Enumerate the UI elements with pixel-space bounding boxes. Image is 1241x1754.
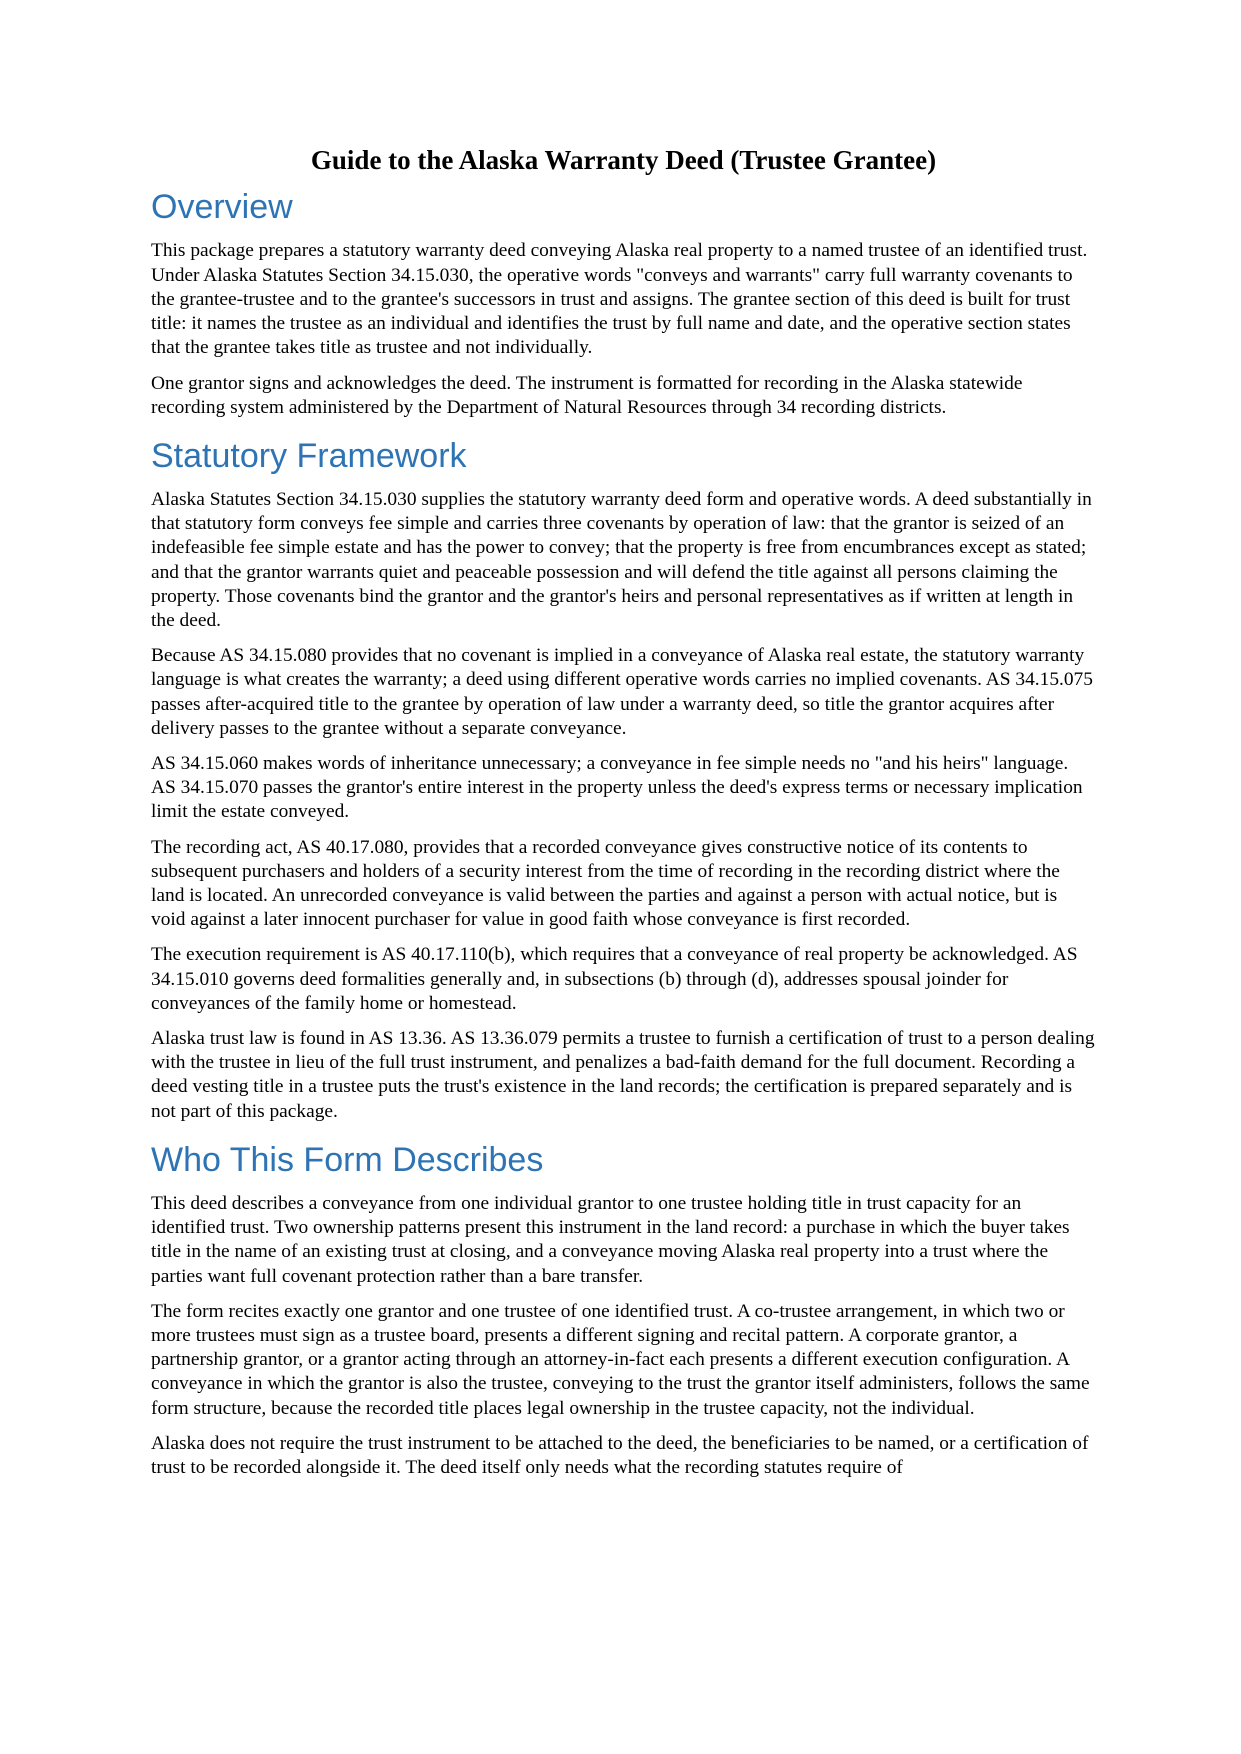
section-statutory-framework	[151, 437, 1096, 1124]
paragraph: This deed describes a conveyance from one individual grantor to one trustee holding title in trust capacity for an identified trust. Two ownership patterns present this instrument in the land record: a purchase in which the buyer takes title in the name of an existing trust at closing, and a conveyance moving Alaska real property into a trust where the parties want full covenant protection rather than a bare transfer.	[151, 1192, 1070, 1287]
section-overview	[151, 188, 1096, 420]
paragraph: Because AS 34.15.080 provides that no covenant is implied in a conveyance of Alaska real estate, the statutory warranty language is what creates the warranty; a deed using different operative words carries no implied covenants. AS 34.15.075 passes after-acquired title to the grantee by operation of law under a warranty deed, so title the grantor acquires after delivery passes to the grantee without a separate conveyance.	[151, 645, 1093, 739]
paragraph: Alaska trust law is found in AS 13.36. AS 13.36.079 permits a trustee to furnish a certification of trust to a person dealing with the trustee in lieu of the full trust instrument, and penalizes a bad-faith demand for the full document. Recording a deed vesting title in a trustee puts the trust's existence in the land records; the certification is prepared separately and is not part of this package.	[151, 1028, 1095, 1122]
paragraph: One grantor signs and acknowledges the deed. The instrument is formatted for recording in the Alaska statewide recording system administered by the Department of Natural Resources through 34 recording districts.	[151, 372, 1023, 418]
paragraph: The recording act, AS 40.17.080, provides that a recorded conveyance gives constructive notice of its contents to subsequent purchasers and holders of a security interest from the time of recording in the recording district where the land is located. An unrecorded conveyance is valid between the parties and against a person with actual notice, but is void against a later innocent purchaser for value in good faith whose conveyance is first recorded.	[151, 836, 1060, 931]
paragraph: The form recites exactly one grantor and one trustee of one identified trust. A co-trustee arrangement, in which two or more trustees must sign as a trustee board, presents a different signing and recital pattern. A corporate grantor, a partnership grantor, or a grantor acting through an attorney-in-fact each presents a different execution configuration. A conveyance in which the grantor is also the trustee, conveying to the trust the grantor itself administers, follows the same form structure, because the recorded title places legal ownership in the trustee capacity, not the individual.	[151, 1300, 1090, 1419]
document-title: Guide to the Alaska Warranty Deed (Trustee Grantee)	[310, 145, 937, 175]
section-heading: Overview	[151, 188, 293, 227]
paragraph: Alaska does not require the trust instrument to be attached to the deed, the beneficiaries to be named, or a certification of trust to be recorded alongside it. The deed itself only needs what the recording statutes require of	[151, 1432, 1089, 1478]
paragraph: AS 34.15.060 makes words of inheritance unnecessary; a conveyance in fee simple needs no "and his heirs" language. AS 34.15.070 passes the grantor's entire interest in the property unless the deed's express terms or necessary implication limit the estate conveyed.	[151, 753, 1083, 823]
section-heading: Who This Form Describes	[151, 1140, 544, 1179]
section-heading: Statutory Framework	[151, 436, 467, 475]
section-who-this-form-describes	[151, 1141, 1096, 1480]
paragraph: This package prepares a statutory warranty deed conveying Alaska real property to a named trustee of an identified trust. Under Alaska Statutes Section 34.15.030, the operative words "conveys and warrants" carry full warranty covenants to the grantee-trustee and to the grantee's successors in trust and assigns. The grantee section of this deed is built for trust title: it names the trustee as an individual and identifies the trust by full name and date, and the operative section states that the grantee takes title as trustee and not individually.	[151, 240, 1088, 359]
document-body	[151, 144, 1096, 1497]
paragraph: Alaska Statutes Section 34.15.030 supplies the statutory warranty deed form and operative words. A deed substantially in that statutory form conveys fee simple and carries three covenants by operation of law: that the grantor is seized of an indefeasible fee simple estate and has the power to convey; that the property is free from encumbrances except as stated; and that the grantor warrants quiet and peaceable possession and will defend the title against all persons claiming the property. Those covenants bind the grantor and the grantor's heirs and personal representatives as if written at length in the deed.	[151, 489, 1092, 632]
paragraph: The execution requirement is AS 40.17.110(b), which requires that a conveyance of real property be acknowledged. AS 34.15.010 governs deed formalities generally and, in subsections (b) through (d), addresses spousal joinder for conveyances of the family home or homestead.	[151, 944, 1078, 1014]
